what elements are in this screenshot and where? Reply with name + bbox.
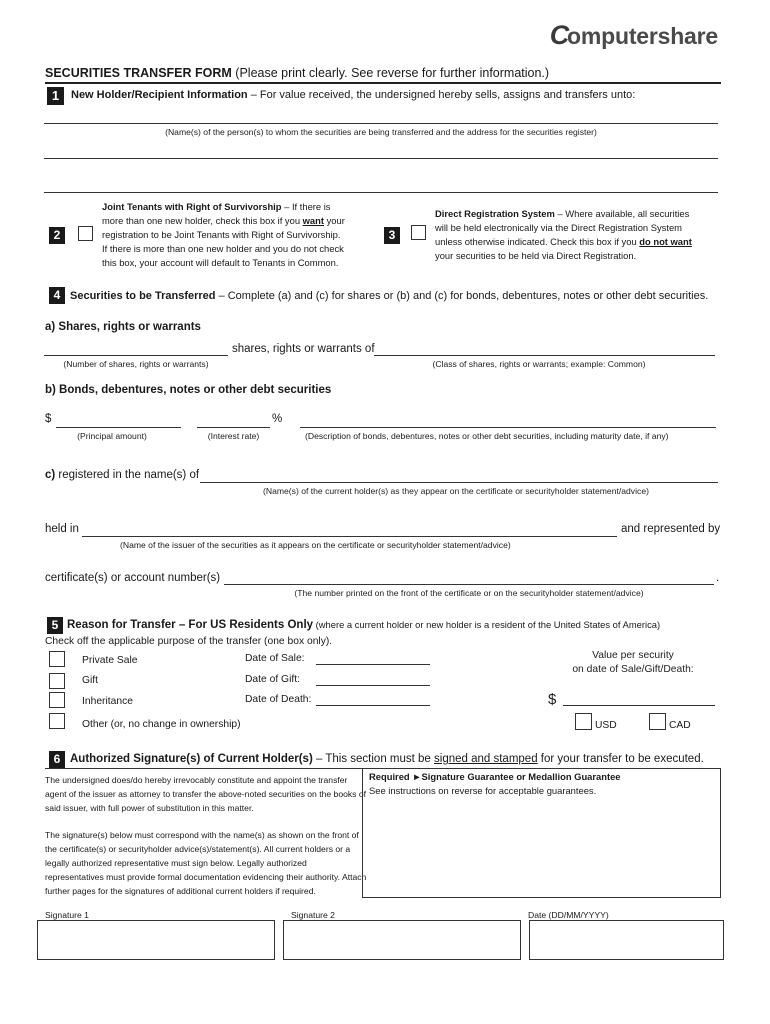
date-of-death-line[interactable] bbox=[316, 705, 430, 706]
percent-sign: % bbox=[272, 413, 283, 425]
gift-checkbox[interactable] bbox=[49, 673, 65, 689]
new-holder-address-line-2[interactable] bbox=[44, 192, 718, 193]
registered-name-text: registered in the name(s) of bbox=[55, 469, 200, 481]
section-5-heading-rest: (where a current holder or new holder is a resident of the United States of America) bbox=[313, 619, 661, 630]
joint-tenants-want: want bbox=[302, 215, 324, 226]
class-of-shares-caption: (Class of shares, rights or warrants; example: Common) bbox=[432, 359, 646, 369]
requirements-line-4: representatives must provide formal documentation evidencing their authority. Attach bbox=[45, 872, 367, 882]
direct-registration-line-1: – Where available, all securities bbox=[554, 208, 690, 219]
joint-tenants-heading: Joint Tenants with Right of Survivorship bbox=[102, 201, 282, 212]
guarantee-heading bbox=[369, 771, 621, 782]
section-6-signed-stamped: signed and stamped bbox=[434, 753, 538, 765]
current-holder-caption: (Name(s) of the current holder(s) as they appear on the certificate or securityholder statement/advice) bbox=[263, 486, 649, 496]
direct-registration-line-2: will be held electronically via the Direct Registration System bbox=[435, 222, 682, 233]
section-5-heading bbox=[67, 619, 660, 631]
requirements-line-3: legally authorized representative must sign below. Legally authorized bbox=[45, 858, 307, 868]
section-5-number: 5 bbox=[47, 617, 63, 634]
shares-of-label: shares, rights or warrants of bbox=[232, 343, 375, 355]
new-holder-name-line-1[interactable] bbox=[44, 123, 718, 124]
interest-rate-caption: (Interest rate) bbox=[207, 431, 260, 441]
value-dollar-sign: $ bbox=[548, 691, 557, 708]
signature-guarantee-box[interactable] bbox=[362, 768, 721, 898]
issuer-caption: (Name of the issuer of the securities as it appears on the certificate or securityholder statement/advice) bbox=[120, 540, 511, 550]
bonds-heading-text: b) Bonds, debentures, notes or other debt securities bbox=[45, 384, 332, 396]
certificate-number-line[interactable] bbox=[224, 584, 714, 585]
signature-2-box[interactable] bbox=[283, 920, 521, 960]
cad-label: CAD bbox=[669, 720, 691, 731]
check-purpose-note: Check off the applicable purpose of the transfer (one box only). bbox=[45, 636, 333, 647]
principal-dollar-sign: $ bbox=[45, 413, 52, 425]
date-of-sale-line[interactable] bbox=[316, 664, 430, 665]
direct-registration-do-not-want: do not want bbox=[639, 236, 692, 247]
shares-heading bbox=[45, 321, 201, 333]
section-1-heading-rest: – For value received, the undersigned hereby sells, assigns and transfers unto: bbox=[247, 89, 636, 101]
logo-c-glyph: C bbox=[549, 20, 570, 50]
section-4-heading-bold: Securities to be Transferred bbox=[70, 290, 216, 302]
issuer-name-line[interactable] bbox=[82, 536, 617, 537]
signature-1-label: Signature 1 bbox=[45, 910, 89, 920]
number-of-shares-caption: (Number of shares, rights or warrants) bbox=[63, 359, 209, 369]
guarantee-heading-text: Required ►Signature Guarantee or Medallion Guarantee bbox=[369, 771, 621, 782]
shares-heading-text: a) Shares, rights or warrants bbox=[45, 321, 201, 333]
date-label: Date (DD/MM/YYYY) bbox=[528, 910, 609, 920]
form-title-bold: SECURITIES TRANSFER FORM bbox=[45, 66, 232, 80]
value-per-security-label: Value per security bbox=[592, 650, 674, 661]
form-title bbox=[45, 66, 549, 80]
represented-by-label: and represented by bbox=[621, 523, 721, 535]
other-checkbox[interactable] bbox=[49, 713, 65, 729]
section-1-number: 1 bbox=[47, 87, 64, 105]
requirements-line-5: further pages for the signatures of additional current holders if required. bbox=[45, 886, 316, 896]
bonds-heading bbox=[45, 384, 331, 396]
gift-label: Gift bbox=[82, 675, 99, 686]
bond-description-line[interactable] bbox=[300, 427, 716, 428]
joint-tenants-line-3: registration to be Joint Tenants with Right of Survivorship. bbox=[102, 229, 341, 240]
requirements-line-2: the certificate(s) or securityholder advice(s)/statement(s). All current holders or a bbox=[45, 844, 351, 854]
usd-checkbox[interactable] bbox=[575, 713, 592, 730]
signature-requirements-paragraph bbox=[45, 828, 366, 898]
section-6-heading-post: for your transfer to be executed. bbox=[537, 753, 704, 765]
section-6-heading-bold: Authorized Signature(s) of Current Holder(s) bbox=[70, 753, 313, 765]
certificate-period: . bbox=[716, 572, 720, 584]
current-holder-name-line[interactable] bbox=[200, 482, 718, 483]
section-6-number: 6 bbox=[49, 751, 65, 768]
other-label: Other (or, no change in ownership) bbox=[82, 719, 241, 730]
attorney-paragraph bbox=[45, 773, 366, 815]
guarantee-instructions: See instructions on reverse for acceptable guarantees. bbox=[369, 785, 597, 796]
inheritance-checkbox[interactable] bbox=[49, 692, 65, 708]
signature-1-box[interactable] bbox=[37, 920, 275, 960]
direct-registration-heading: Direct Registration System bbox=[435, 208, 555, 219]
attorney-line-1: The undersigned does/do hereby irrevocably constitute and appoint the transfer bbox=[45, 775, 348, 785]
date-of-gift-label: Date of Gift: bbox=[245, 674, 300, 685]
new-holder-address-line-1[interactable] bbox=[44, 158, 718, 159]
bond-description-caption: (Description of bonds, debentures, notes or other debt securities, including maturity date, if any) bbox=[305, 431, 669, 441]
certificate-caption: (The number printed on the front of the certificate or on the securityholder statement/advice) bbox=[294, 588, 644, 598]
attorney-line-2: agent of the issuer as attorney to transfer the above-noted securities on the books of bbox=[45, 789, 367, 799]
date-of-sale-label: Date of Sale: bbox=[245, 653, 305, 664]
requirements-line-1: The signature(s) below must correspond with the name(s) as shown on the front of bbox=[45, 830, 359, 840]
date-of-death-label: Date of Death: bbox=[245, 694, 312, 705]
private-sale-label: Private Sale bbox=[82, 655, 138, 666]
usd-label: USD bbox=[595, 720, 617, 731]
section-5-heading-bold: Reason for Transfer – For US Residents Only bbox=[67, 619, 314, 631]
value-per-security-line[interactable] bbox=[563, 705, 715, 706]
value-date-label: on date of Sale/Gift/Death: bbox=[572, 664, 694, 675]
direct-registration-text bbox=[435, 207, 692, 263]
signature-2-label: Signature 2 bbox=[291, 910, 335, 920]
form-title-rest: (Please print clearly. See reverse for further information.) bbox=[231, 66, 550, 80]
joint-tenants-line-2: more than one new holder, check this box if you bbox=[102, 215, 303, 226]
joint-tenants-line-4: If there is more than one new holder and you do not check bbox=[102, 243, 344, 254]
date-box[interactable] bbox=[529, 920, 724, 960]
section-1-caption: (Name(s) of the person(s) to whom the securities are being transferred and the address for the securities register) bbox=[165, 127, 597, 137]
attorney-line-3: said issuer, with full power of substitution in this matter. bbox=[45, 803, 254, 813]
section-1-heading bbox=[71, 89, 635, 101]
section-1-heading-bold: New Holder/Recipient Information bbox=[71, 89, 248, 101]
direct-registration-checkbox[interactable] bbox=[411, 225, 426, 240]
date-of-gift-line[interactable] bbox=[316, 685, 430, 686]
section-4-heading-rest: – Complete (a) and (c) for shares or (b) and (c) for bonds, debentures, notes or other debt securities. bbox=[215, 290, 709, 302]
class-of-shares-line[interactable] bbox=[374, 355, 715, 356]
computershare-logo bbox=[550, 20, 718, 51]
certificate-label: certificate(s) or account number(s) bbox=[45, 572, 221, 584]
section-6-heading-rest: – This section must be bbox=[312, 753, 435, 765]
joint-tenants-line-5: this box, your account will default to Tenants in Common. bbox=[102, 257, 339, 268]
registered-c-label: c) bbox=[45, 469, 56, 481]
logo-text: omputershare bbox=[567, 23, 718, 49]
held-in-label: held in bbox=[45, 523, 79, 535]
number-of-shares-line[interactable] bbox=[44, 355, 228, 356]
section-4-heading bbox=[70, 290, 708, 302]
cad-checkbox[interactable] bbox=[649, 713, 666, 730]
principal-amount-line[interactable] bbox=[56, 427, 181, 428]
section-6-heading bbox=[70, 753, 704, 765]
section-3-number: 3 bbox=[384, 227, 400, 244]
joint-tenants-text bbox=[102, 200, 345, 270]
joint-tenants-checkbox[interactable] bbox=[78, 226, 93, 241]
interest-rate-line[interactable] bbox=[197, 427, 270, 428]
direct-registration-line-3: unless otherwise indicated. Check this box if you bbox=[435, 236, 640, 247]
section-2-number: 2 bbox=[49, 227, 65, 244]
title-rule bbox=[45, 82, 721, 84]
private-sale-checkbox[interactable] bbox=[49, 651, 65, 667]
direct-registration-line-4: your securities to be held via Direct Registration. bbox=[435, 250, 637, 261]
registered-name-label bbox=[45, 469, 199, 481]
principal-amount-caption: (Principal amount) bbox=[77, 431, 147, 441]
inheritance-label: Inheritance bbox=[82, 696, 133, 707]
section-4-number: 4 bbox=[49, 287, 65, 304]
joint-tenants-line-1: – If there is bbox=[281, 201, 331, 212]
joint-tenants-line-2-post: your bbox=[324, 215, 345, 226]
